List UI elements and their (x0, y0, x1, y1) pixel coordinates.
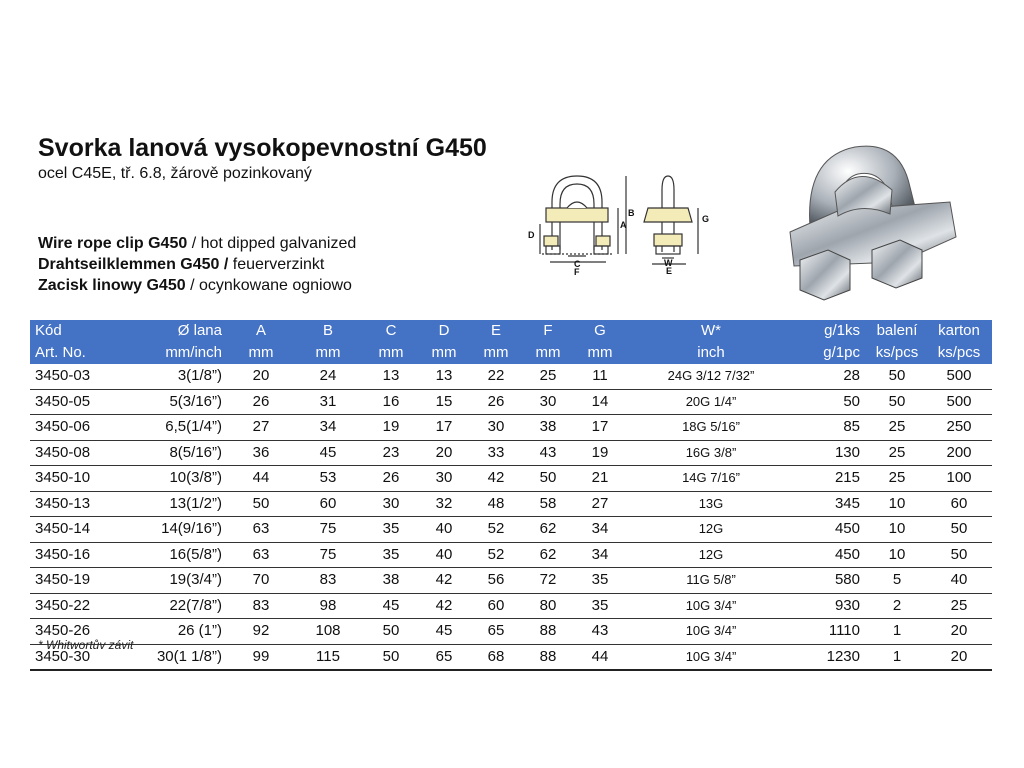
table-cell: 200 (926, 440, 992, 466)
table-cell: 3450-30 (30, 644, 112, 670)
table-cell: 12G (626, 517, 796, 543)
table-cell: 24 (292, 364, 364, 389)
table-cell: 13 (418, 364, 470, 389)
table-cell: 45 (364, 593, 418, 619)
table-cell: 40 (418, 542, 470, 568)
table-cell: 3450-10 (30, 466, 112, 492)
header-cell: mm (574, 342, 626, 364)
table-cell: 25 (868, 440, 926, 466)
description-pl: Zacisk linowy G450 / ocynkowane ogniowo (38, 277, 352, 294)
header-cell: karton (926, 320, 992, 342)
table-cell: 19(3/4”) (112, 568, 230, 594)
table-cell: 3450-16 (30, 542, 112, 568)
header-cell: mm (292, 342, 364, 364)
table-cell: 3450-13 (30, 491, 112, 517)
table-cell: 31 (292, 389, 364, 415)
description-de: Drahtseilklemmen G450 / feuerverzinkt (38, 256, 325, 273)
header-cell: A (230, 320, 292, 342)
description-en: Wire rope clip G450 / hot dipped galvanized (38, 235, 357, 252)
header-cell: mm (470, 342, 522, 364)
table-cell: 215 (796, 466, 868, 492)
table-cell: 35 (574, 568, 626, 594)
label-w: W (664, 258, 673, 268)
dimension-diagram (522, 168, 722, 280)
table-cell: 35 (364, 542, 418, 568)
table-cell: 32 (418, 491, 470, 517)
header-cell: ks/pcs (868, 342, 926, 364)
header-cell: balení (868, 320, 926, 342)
table-cell: 24G 3/12 7/32” (626, 364, 796, 389)
header-cell: g/1ks (796, 320, 868, 342)
table-cell: 50 (926, 542, 992, 568)
table-cell: 72 (522, 568, 574, 594)
header-cell: Kód (30, 320, 112, 342)
table-cell: 40 (926, 568, 992, 594)
table-cell: 44 (230, 466, 292, 492)
table-cell: 13 (364, 364, 418, 389)
table-cell: 75 (292, 517, 364, 543)
table-cell: 26 (230, 389, 292, 415)
table-row (30, 517, 992, 543)
table-cell: 11 (574, 364, 626, 389)
table-cell: 11G 5/8” (626, 568, 796, 594)
table-cell: 10G 3/4” (626, 619, 796, 645)
table-cell: 92 (230, 619, 292, 645)
table-cell: 580 (796, 568, 868, 594)
table-cell: 65 (470, 619, 522, 645)
table-cell: 50 (796, 389, 868, 415)
table-cell: 25 (522, 364, 574, 389)
label-a: A (620, 220, 627, 230)
table-cell: 30 (522, 389, 574, 415)
table-cell: 22 (470, 364, 522, 389)
table-cell: 1 (868, 644, 926, 670)
table-cell: 5 (868, 568, 926, 594)
label-d: D (528, 230, 535, 240)
table-cell: 34 (292, 415, 364, 441)
table-row (30, 568, 992, 594)
table-row (30, 593, 992, 619)
table-cell: 22(7/8”) (112, 593, 230, 619)
table-cell: 56 (470, 568, 522, 594)
table-cell: 3450-05 (30, 389, 112, 415)
table-cell: 27 (574, 491, 626, 517)
table-row (30, 389, 992, 415)
label-c: C (574, 259, 581, 269)
table-row (30, 364, 992, 389)
table-cell: 6,5(1/4”) (112, 415, 230, 441)
table-cell: 3450-22 (30, 593, 112, 619)
table-cell: 15 (418, 389, 470, 415)
table-cell: 60 (470, 593, 522, 619)
table-cell: 88 (522, 644, 574, 670)
table-cell: 250 (926, 415, 992, 441)
table-cell: 115 (292, 644, 364, 670)
table-row (30, 466, 992, 492)
table-cell: 85 (796, 415, 868, 441)
table-cell: 10(3/8”) (112, 466, 230, 492)
table-row (30, 415, 992, 441)
table-cell: 26 (470, 389, 522, 415)
table-cell: 108 (292, 619, 364, 645)
table-cell: 26 (1”) (112, 619, 230, 645)
table-cell: 60 (292, 491, 364, 517)
table-cell: 45 (292, 440, 364, 466)
table-cell: 60 (926, 491, 992, 517)
header-cell: ks/pcs (926, 342, 992, 364)
table-cell: 50 (364, 619, 418, 645)
header-cell: E (470, 320, 522, 342)
header-cell: mm (364, 342, 418, 364)
table-cell: 27 (230, 415, 292, 441)
specifications-table (30, 320, 992, 671)
table-cell: 26 (364, 466, 418, 492)
table-row (30, 644, 992, 670)
label-e: E (666, 266, 673, 276)
label-g: G (702, 214, 710, 224)
table-cell: 20G 1/4” (626, 389, 796, 415)
table-cell: 34 (574, 542, 626, 568)
table-cell: 1230 (796, 644, 868, 670)
table-cell: 42 (418, 593, 470, 619)
table-cell: 12G (626, 542, 796, 568)
table-cell: 14(9/16”) (112, 517, 230, 543)
table-cell: 50 (230, 491, 292, 517)
table-cell: 20 (926, 619, 992, 645)
table-cell: 10 (868, 517, 926, 543)
table-cell: 18G 5/16” (626, 415, 796, 441)
table-cell: 16(5/8”) (112, 542, 230, 568)
table-cell: 25 (868, 415, 926, 441)
table-cell: 3450-26 (30, 619, 112, 645)
table-cell: 500 (926, 389, 992, 415)
table-cell: 83 (292, 568, 364, 594)
table-cell: 42 (470, 466, 522, 492)
table-cell: 10G 3/4” (626, 644, 796, 670)
table-cell: 34 (574, 517, 626, 543)
table-cell: 3(1/8”) (112, 364, 230, 389)
table-cell: 38 (522, 415, 574, 441)
table-cell: 25 (926, 593, 992, 619)
table-row (30, 491, 992, 517)
header-cell: D (418, 320, 470, 342)
table-cell: 13(1/2”) (112, 491, 230, 517)
table-cell: 14G 7/16” (626, 466, 796, 492)
table-cell: 68 (470, 644, 522, 670)
table-cell: 62 (522, 542, 574, 568)
table-cell: 62 (522, 517, 574, 543)
table-cell: 30(1 1/8”) (112, 644, 230, 670)
table-cell: 43 (522, 440, 574, 466)
table-cell: 50 (926, 517, 992, 543)
header-cell: mm (522, 342, 574, 364)
table-cell: 99 (230, 644, 292, 670)
table-cell: 3450-03 (30, 364, 112, 389)
table-header-row (30, 320, 992, 342)
table-cell: 38 (364, 568, 418, 594)
table-cell: 1 (868, 619, 926, 645)
table-cell: 48 (470, 491, 522, 517)
table-cell: 5(3/16”) (112, 389, 230, 415)
table-cell: 17 (418, 415, 470, 441)
header-cell: inch (626, 342, 796, 364)
table-header-row (30, 342, 992, 364)
header-cell: W* (626, 320, 796, 342)
material-subtitle: ocel C45E, tř. 6.8, žárově pozinkovaný (38, 165, 312, 182)
footnote: * Whitwortův závit (38, 638, 134, 652)
table-cell: 30 (470, 415, 522, 441)
table-cell: 345 (796, 491, 868, 517)
header-cell: mm/inch (112, 342, 230, 364)
table-cell: 20 (926, 644, 992, 670)
table-cell: 23 (364, 440, 418, 466)
header-cell: mm (230, 342, 292, 364)
table-cell: 28 (796, 364, 868, 389)
header-cell: C (364, 320, 418, 342)
table-cell: 36 (230, 440, 292, 466)
table-cell: 10G 3/4” (626, 593, 796, 619)
header-cell: G (574, 320, 626, 342)
header-cell: mm (418, 342, 470, 364)
table-cell: 33 (470, 440, 522, 466)
table-cell: 50 (868, 389, 926, 415)
table-cell: 13G (626, 491, 796, 517)
table-cell: 3450-06 (30, 415, 112, 441)
table-cell: 40 (418, 517, 470, 543)
table-cell: 58 (522, 491, 574, 517)
label-f: F (574, 267, 580, 277)
table-cell: 70 (230, 568, 292, 594)
header-cell: Art. No. (30, 342, 112, 364)
table-cell: 10 (868, 491, 926, 517)
table-cell: 52 (470, 517, 522, 543)
table-cell: 450 (796, 517, 868, 543)
table-cell: 500 (926, 364, 992, 389)
table-cell: 20 (418, 440, 470, 466)
header-cell: g/1pc (796, 342, 868, 364)
table-cell: 88 (522, 619, 574, 645)
header-cell: F (522, 320, 574, 342)
table-cell: 10 (868, 542, 926, 568)
label-b: B (628, 208, 635, 218)
table-cell: 30 (418, 466, 470, 492)
table-cell: 80 (522, 593, 574, 619)
table-cell: 63 (230, 542, 292, 568)
table-cell: 16 (364, 389, 418, 415)
table-cell: 83 (230, 593, 292, 619)
language-descriptions (38, 233, 356, 296)
table-cell: 3450-19 (30, 568, 112, 594)
table-cell: 14 (574, 389, 626, 415)
page-title: Svorka lanová vysokopevnostní G450 (38, 134, 487, 162)
table-cell: 450 (796, 542, 868, 568)
table-cell: 43 (574, 619, 626, 645)
table-cell: 100 (926, 466, 992, 492)
table-cell: 98 (292, 593, 364, 619)
table-cell: 8(5/16”) (112, 440, 230, 466)
table-cell: 3450-08 (30, 440, 112, 466)
table-row (30, 440, 992, 466)
table-cell: 65 (418, 644, 470, 670)
table-cell: 19 (574, 440, 626, 466)
table-cell: 50 (522, 466, 574, 492)
table-cell: 63 (230, 517, 292, 543)
table-cell: 30 (364, 491, 418, 517)
table-cell: 16G 3/8” (626, 440, 796, 466)
header-cell: B (292, 320, 364, 342)
table-cell: 75 (292, 542, 364, 568)
table-cell: 130 (796, 440, 868, 466)
table-cell: 1110 (796, 619, 868, 645)
table-cell: 50 (868, 364, 926, 389)
table-cell: 50 (364, 644, 418, 670)
table-cell: 19 (364, 415, 418, 441)
product-photo (780, 132, 960, 308)
table-body (30, 364, 992, 670)
table-cell: 35 (574, 593, 626, 619)
table-cell: 42 (418, 568, 470, 594)
table-cell: 45 (418, 619, 470, 645)
table-cell: 3450-14 (30, 517, 112, 543)
table-cell: 44 (574, 644, 626, 670)
table-cell: 53 (292, 466, 364, 492)
table-cell: 2 (868, 593, 926, 619)
table-cell: 35 (364, 517, 418, 543)
table-row (30, 542, 992, 568)
table-cell: 17 (574, 415, 626, 441)
table-cell: 52 (470, 542, 522, 568)
table-cell: 25 (868, 466, 926, 492)
table-cell: 930 (796, 593, 868, 619)
table-row (30, 619, 992, 645)
table-cell: 20 (230, 364, 292, 389)
table-cell: 21 (574, 466, 626, 492)
header-cell: Ø lana (112, 320, 230, 342)
